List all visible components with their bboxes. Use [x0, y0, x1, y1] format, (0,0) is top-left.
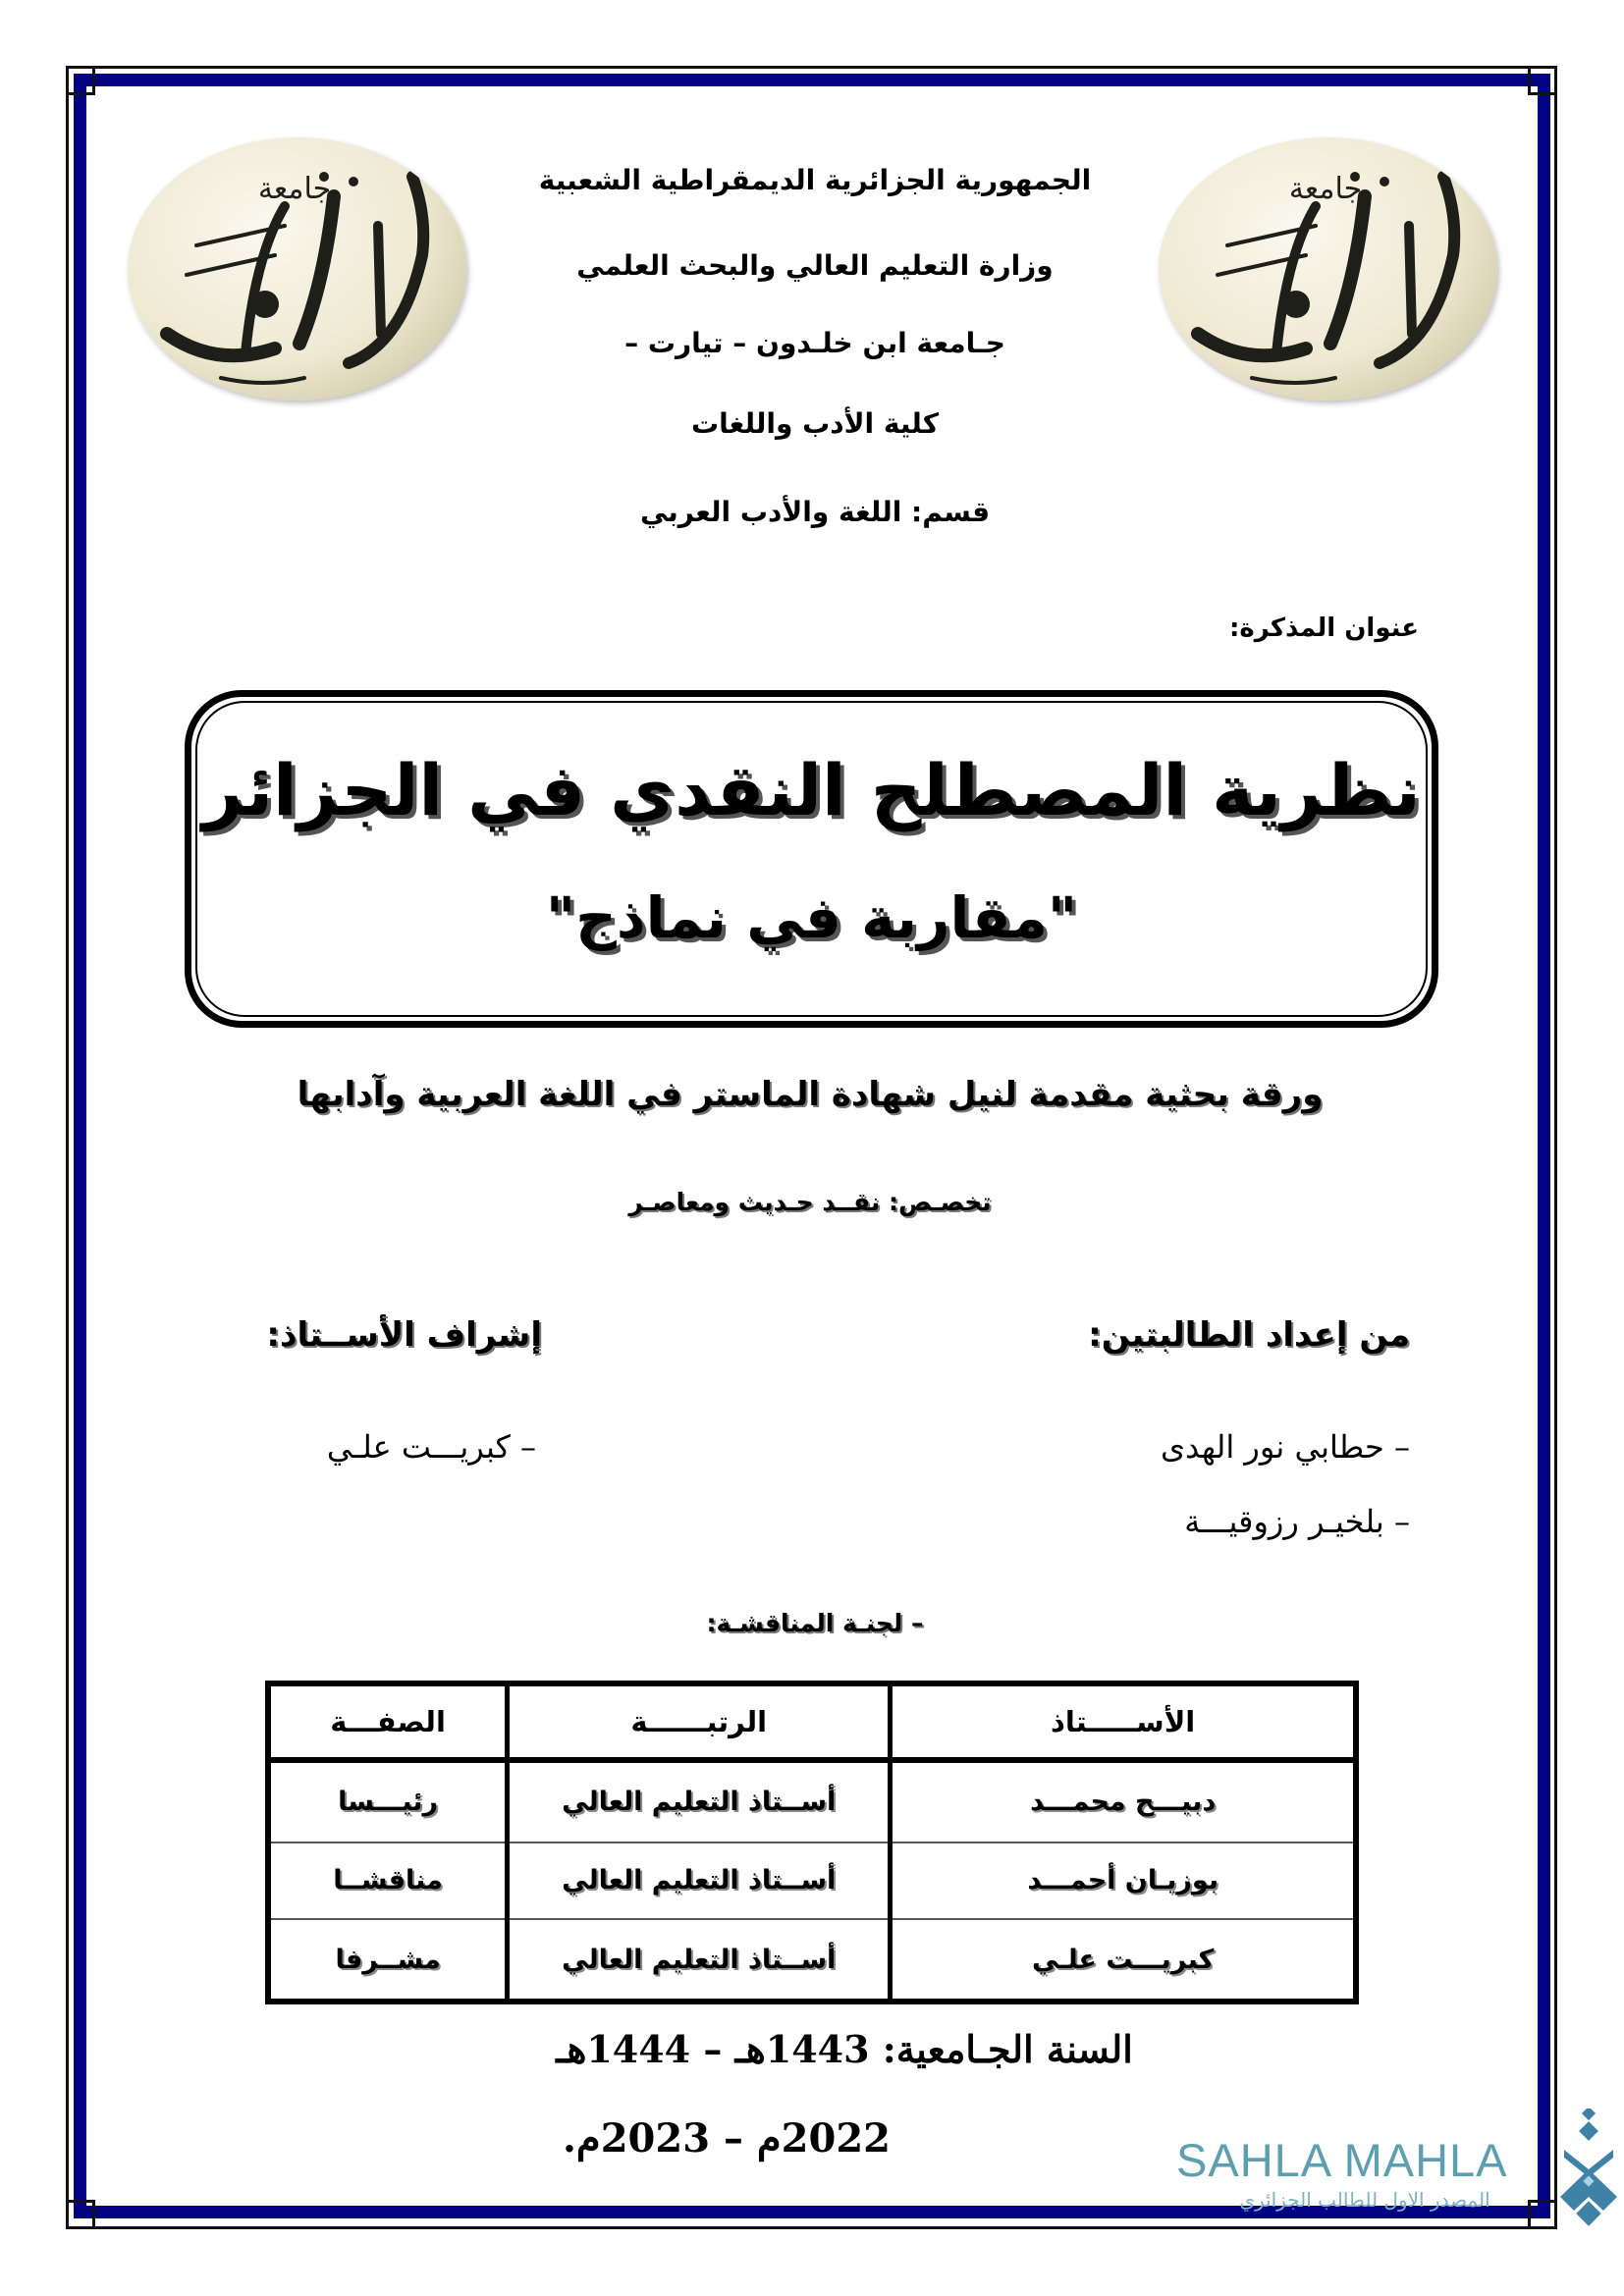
degree-statement: ورقة بحثية مقدمة لنيل شهادة الماستر في اللغة العربية وآدابها: [297, 1075, 1324, 1114]
cell-rank: أســتاذ التعليم العالي: [508, 1760, 891, 1842]
students-label: من إعداد الطالبتين:: [1088, 1315, 1410, 1355]
academic-year-hijri: السنة الجـامعية: 1443هـ – 1444هـ: [556, 2027, 1133, 2071]
cell-role: مناقشــا: [268, 1842, 508, 1920]
memo-title-label: عنوان المذكرة:: [1229, 614, 1419, 643]
header-department: قسم: اللغة والأدب العربي: [639, 496, 991, 528]
supervisor-name: – كبريـــت علـي: [326, 1428, 536, 1466]
title-box: [185, 690, 1438, 1028]
sahla-mahla-logo-icon: [1556, 2109, 1624, 2236]
header-republic: الجمهورية الجزائرية الديمقراطية الشعبية: [538, 164, 1092, 196]
university-logo-left: [128, 137, 466, 400]
supervisor-label: إشراف الأســتاذ:: [266, 1315, 542, 1355]
cell-professor: دبيـــح محمـــد: [891, 1760, 1356, 1842]
calligraphy-logo-icon: [128, 137, 466, 400]
cell-professor: بوزيـان أحمـــد: [891, 1842, 1356, 1920]
table-header-row: [268, 1683, 1356, 1760]
thesis-title: نظرية المصطلح النقدي في الجزائر: [202, 749, 1421, 831]
table-row: [268, 1760, 1356, 1842]
watermark-tagline: المصدر الاول للطالب الجزائري: [1239, 2188, 1490, 2212]
watermark-brand: SAHLA MAHLA: [1176, 2134, 1508, 2186]
header-professor: الأســـــتاذ: [891, 1683, 1356, 1760]
student-name-1: – حطابي نور الهدى: [1161, 1428, 1410, 1466]
university-logo-right: [1159, 137, 1497, 400]
table-row: [268, 1919, 1356, 2002]
header-role: الصفـــة: [268, 1683, 508, 1760]
header-faculty: كلية الأدب واللغات: [691, 407, 939, 440]
cell-professor: كبريـــت علـي: [891, 1919, 1356, 2002]
student-name-2: – بلخيـر رزوقيـــة: [1184, 1503, 1410, 1540]
table-row: [268, 1842, 1356, 1920]
cell-role: مشــرفا: [268, 1919, 508, 2002]
cell-role: رئيـــسا: [268, 1760, 508, 1842]
frame-corner-ornament: [66, 2200, 95, 2229]
committee-label: – لجنـة المناقشـة:: [706, 1609, 924, 1637]
frame-corner-ornament: [66, 66, 95, 95]
thesis-subtitle: "مقاربة في نماذج": [545, 884, 1078, 951]
frame-corner-ornament: [1528, 66, 1557, 95]
calligraphy-logo-icon: [1159, 137, 1497, 400]
cell-rank: أســتاذ التعليم العالي: [508, 1842, 891, 1920]
header-ministry: وزارة التعليم العالي والبحث العلمي: [576, 249, 1054, 282]
header-rank: الرتبــــــة: [508, 1683, 891, 1760]
committee-table: [265, 1681, 1359, 2004]
svg-text:جامعة: جامعة: [257, 172, 332, 206]
svg-text:جامعة: جامعة: [1288, 172, 1363, 206]
cell-rank: أســتاذ التعليم العالي: [508, 1919, 891, 2002]
specialization: تخصـص: نقــد حـديث ومعاصـر: [628, 1188, 992, 1216]
academic-year-gregorian: 2022م – 2023م.: [563, 2115, 891, 2162]
header-university: جـامعة ابن خلـدون – تيارت –: [624, 327, 1005, 359]
